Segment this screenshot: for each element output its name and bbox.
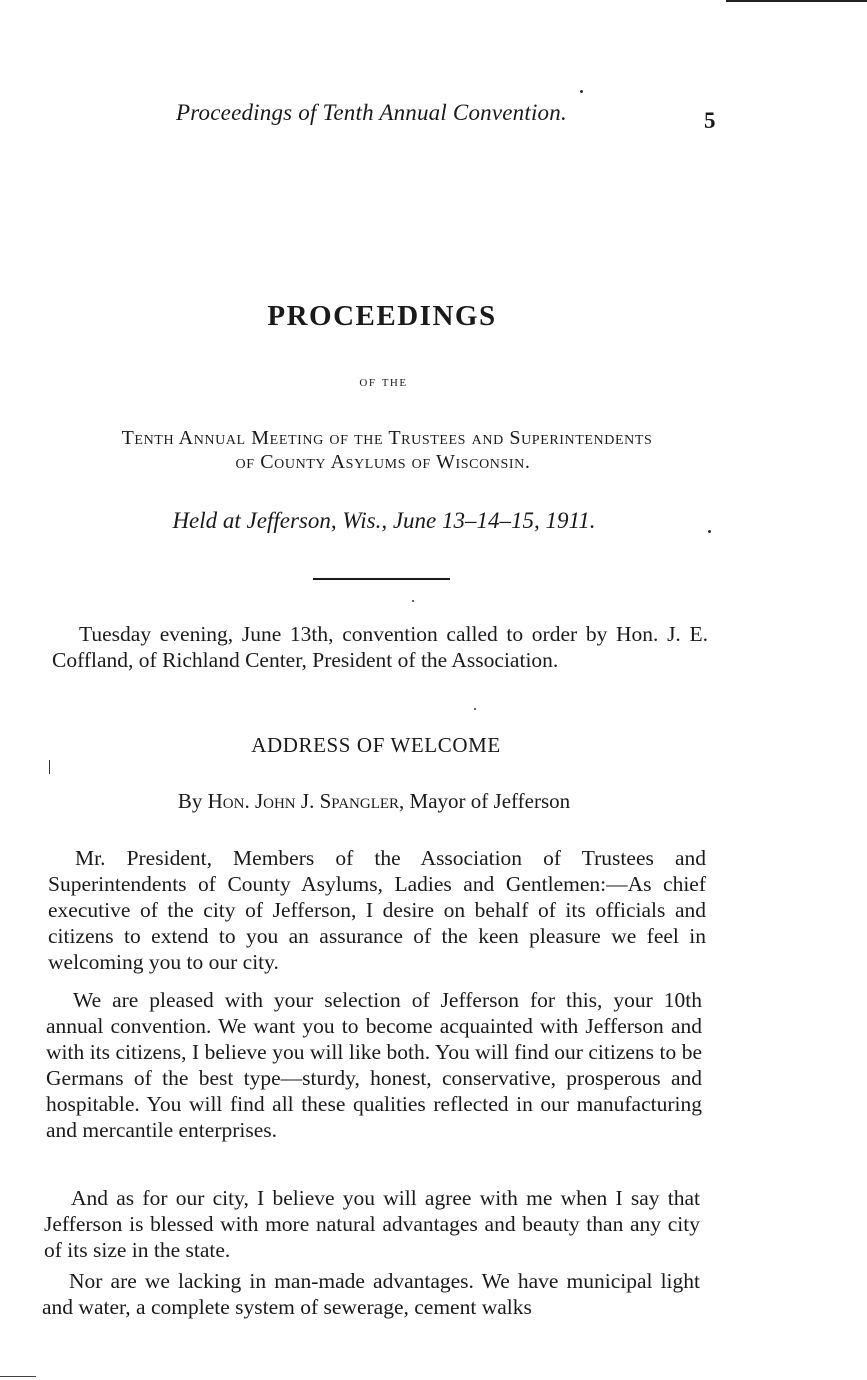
byline — [0, 789, 748, 814]
byline-suffix: Mayor of Jefferson — [409, 789, 571, 813]
scan-speck — [412, 600, 414, 602]
body-paragraph: And as for our city, I believe you will agree with me when I say that Jefferson is blessed with more natural advantages and beauty than any city of its size in the state. — [44, 1186, 700, 1262]
page-title: PROCEEDINGS — [267, 300, 497, 332]
held-at-line: Held at Jefferson, Wis., June 13–14–15, 1911. — [172, 508, 596, 533]
byline-name: Hon. John J. Spangler, — [207, 789, 405, 813]
scan-speck — [474, 708, 476, 710]
meeting-title-line-1: Tenth Annual Meeting of the Trustees and Superintendents — [121, 427, 653, 449]
page-number: 5 — [704, 108, 716, 133]
scan-speck — [580, 90, 583, 93]
running-head: Proceedings of Tenth Annual Convention. — [176, 100, 567, 125]
section-heading: ADDRESS OF WELCOME — [251, 733, 501, 757]
opening-paragraph: Tuesday evening, June 13th, convention called to order by Hon. J. E. Coffland, of Richland Center, President of the Association. — [52, 622, 708, 672]
scan-edge-mark — [726, 0, 867, 2]
scan-speck — [49, 760, 50, 774]
divider-rule — [313, 578, 450, 580]
scan-edge-mark — [0, 1376, 36, 1377]
body-paragraph: Nor are we lacking in man-made advantages. We have municipal light and water, a complete system of sewerage, cement walks — [42, 1269, 700, 1319]
meeting-title-line-2: of County Asylums of Wisconsin. — [235, 451, 531, 473]
byline-prefix: By — [177, 789, 203, 813]
body-paragraph: Mr. President, Members of the Association of Trustees and Superintendents of County Asylums, Ladies and Gentlemen:—As chief executive of the city of Jefferson, I desire on behalf of its officials and citizens to extend to you an assurance of the keen pleasure we feel in welcoming you to our city. — [48, 846, 706, 974]
scan-speck — [708, 530, 711, 533]
subtitle-of-the: of the — [359, 374, 408, 390]
body-paragraph: We are pleased with your selection of Jefferson for this, your 10th annual convention. We want you to become acquainted with Jefferson and with its citizens, I believe you will like both. You will find our citizens to be Germans of the best type—sturdy, honest, conservative, prosperous and hospitable. You will find all these qualities reflected in our manufacturing and mercantile enterprises. — [46, 988, 702, 1142]
